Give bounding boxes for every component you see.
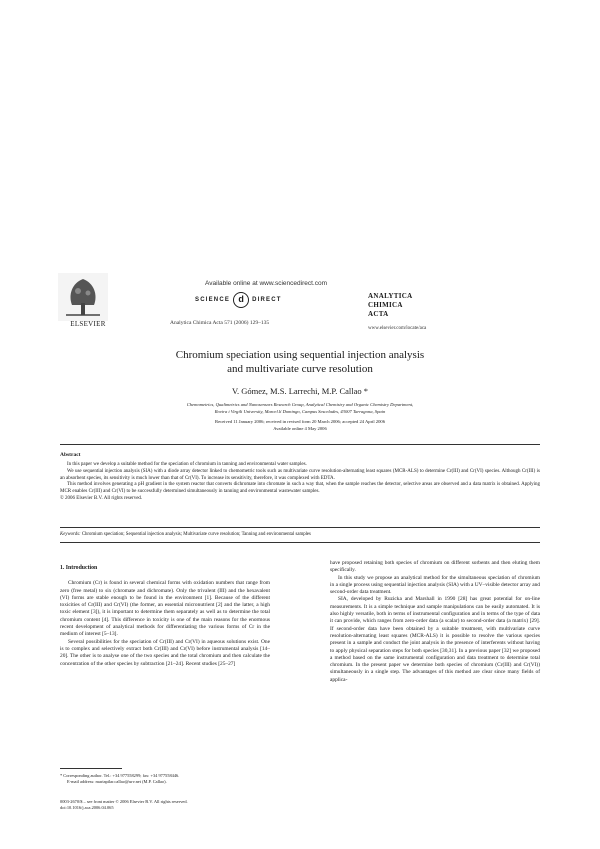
- affiliation: Chemometrics, Qualimetrics and Nanosensors Research Group, Analytical Chemistry and Organic Chemistry Department, Rovira i Virgili University, Marcel.lí Domingo, Campus Sescelades, 43007 Tarragona, Spain: [186, 402, 414, 414]
- front-matter-line: 0003-2670/$ – see front matter © 2006 Elsevier B.V. All rights reserved.: [60, 799, 188, 804]
- publisher-name: ELSEVIER: [70, 320, 106, 328]
- footnote-rule: [60, 768, 122, 769]
- keywords-label: Keywords:: [60, 532, 81, 537]
- footnote: [60, 773, 270, 785]
- keywords: [60, 532, 540, 537]
- abstract-copyright: © 2006 Elsevier B.V. All rights reserved.: [60, 495, 143, 501]
- abstract-paragraph: In this paper we develop a suitable method for the speciation of chromium in tanning and environmental water samples.: [67, 462, 307, 467]
- abstract-paragraph: We use sequential injection analysis (SIA) with a diode array detector linked to chemometric tools such as multivariate curve resolution-alternating least squares (MCR-ALS) to determine Cr(III) and Cr(VI) species. Although Cr(III) is an absorbent species, its sensitivity is much lower than that of Cr(VI). To increase its sensitivity, therefore, it was complexed with EDTA.: [60, 468, 540, 481]
- page-footer: [60, 799, 300, 811]
- abstract-body: [60, 462, 540, 503]
- available-online-text[interactable]: Available online at www.sciencedirect.com: [205, 280, 327, 287]
- article-title: Chromium speciation using sequential injection analysis and multivariate curve resolution: [175, 349, 425, 375]
- body-paragraph: In this study we propose an analytical method for the simultaneous speciation of chromium in a single process using sequential injection analysis (SIA) with a UV–visible detector array and second-order data treatment.: [330, 574, 540, 596]
- sciencedirect-logo[interactable]: SCIENCE d DIRECT: [195, 292, 282, 308]
- body-paragraph: SIA, developed by Ruzicka and Marshall in 1990 [28] has great potential for on-line measurements. It is a simple technique and sample manipulations can be easily automated. It is also highly versatile, both in terms of instrumental configuration and in terms of the type of data it can provide, which ranges from zero-order data (a scalar) to second-order data (a matrix) [29]. If second-order data have been obtained by a suitable treatment, with multivariate curve resolution-alternating least squares (MCR-ALS) it is possible to resolve the various species present in a sample and conduct the joint analysis in the presence of interferents without having to apply physical separation steps for both species [30,31]. In a previous paper [32] we proposed a method based on the same instrumental configuration and data treatment to determine total chromium. In the present paper we determine both species of chromium (Cr(III) and Cr(VI)) simultaneously in a single step. The advantages of this method are clear since many fields of applica-: [330, 596, 540, 683]
- elsevier-logo: [58, 273, 108, 325]
- divider-keywords-bottom: [60, 542, 540, 543]
- journal-url[interactable]: www.elsevier.com/locate/aca: [368, 326, 427, 331]
- body-paragraph: Several possibilities for the speciation of Cr(III) and Cr(VI) in aqueous solutions exist. One is to complex and selectively extract both Cr(III) and Cr(VI) before instrumental analysis [14–20]. The other is to analyse one of the two species and the total chromium and then calculate the concentration of the other species by subtraction [21–24]. Recent studies [25–27]: [60, 638, 270, 667]
- left-column: [60, 565, 270, 668]
- at-symbol-icon: d: [233, 292, 249, 308]
- corresponding-author: * Corresponding author. Tel.: +34 977558299; fax: +34 977558446.: [60, 773, 180, 778]
- right-column: [330, 560, 540, 684]
- journal-citation: Analytica Chimica Acta 571 (2006) 129–135: [170, 320, 270, 326]
- journal-name: ANALYTICA CHIMICA ACTA: [368, 292, 413, 318]
- section-heading: 1. Introduction: [60, 565, 98, 571]
- keywords-text: Chromium speciation; Sequential injection analysis; Multivariate curve resolution; Tanning and environmental samples: [81, 532, 311, 537]
- divider-top: [60, 444, 540, 445]
- author-email[interactable]: E-mail address: mariapilar.callao@urv.net (M.P. Callao).: [67, 779, 167, 784]
- abstract-paragraph: This method involves generating a pH gradient in the system reactor that converts dichromate into chromate in such a way that, when the sample reaches the detector, selective areas are observed and a data matrix is obtained. Applying MCR enables Cr(III) and Cr(VI) to be successfully determined simultaneously in tanning and environmental wastewater samples.: [60, 482, 540, 495]
- body-paragraph: Chromium (Cr) is found in several chemical forms with oxidation numbers that range from zero (free metal) to six (chromate and dichromate). Only the trivalent (III) and the hexavalent (VI) forms are stable enough to be found in the environment [1]. Because of the different toxicities of Cr(III) and Cr(VI) (the former, an essential micronutrient [2] and the latter, a high toxic element [3]), it is important to determine them separately as well as to determine the total chromium content [4]. This difference in toxicity is one of the main reasons for the enormous recent development of analytical methods for differentiating the various forms of Cr in the medium of interest [5–13].: [60, 580, 270, 638]
- article-authors: V. Gómez, M.S. Larrechi, M.P. Callao *: [231, 386, 369, 396]
- received-dates: Received 11 January 2006; received in revised form 20 March 2006; accepted 24 April 2006 Available online 4 May 2006: [215, 419, 385, 431]
- divider-keywords-top: [60, 527, 540, 528]
- body-paragraph: have proposed retaining both species of chromium on different sorbents and then eluting them specifically.: [330, 560, 540, 574]
- doi-link[interactable]: doi:10.1016/j.aca.2006.04.065: [60, 805, 114, 810]
- abstract-heading: Abstract: [60, 452, 81, 458]
